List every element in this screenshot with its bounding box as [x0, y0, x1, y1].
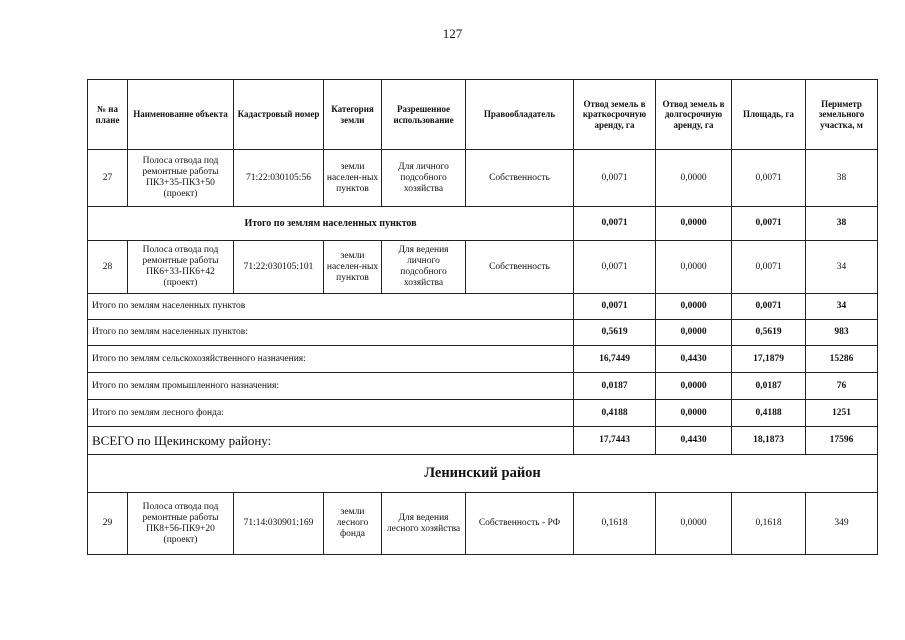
header-use: Разрешенное использование [382, 80, 466, 150]
grand-total-short-lease: 17,7443 [574, 427, 656, 455]
cell-short-lease: 0,0071 [574, 150, 656, 207]
cell-area: 0,1618 [732, 493, 806, 555]
cell-area: 0,0071 [732, 150, 806, 207]
header-long-lease: Отвод земель в долгосрочную аренду, га [656, 80, 732, 150]
total-perimeter: 983 [806, 320, 878, 346]
total-area: 0,5619 [732, 320, 806, 346]
subtotal-long-lease: 0,0000 [656, 294, 732, 320]
cell-num: 28 [88, 241, 128, 294]
total-row-industrial [88, 373, 878, 400]
grand-total-long-lease: 0,4430 [656, 427, 732, 455]
cell-perimeter: 34 [806, 241, 878, 294]
total-perimeter: 76 [806, 373, 878, 400]
total-long-lease: 0,0000 [656, 320, 732, 346]
subtotal-label: Итого по землям населенных пунктов [88, 207, 574, 241]
header-row [88, 80, 878, 150]
cell-use: Для ведения лесного хозяйства [382, 493, 466, 555]
header-cadastral: Кадастровый номер [234, 80, 324, 150]
cell-area: 0,0071 [732, 241, 806, 294]
cell-category: земли населен-ных пунктов [324, 150, 382, 207]
total-label: Итого по землям сельскохозяйственного назначения: [88, 346, 574, 373]
cell-owner: Собственность [466, 241, 574, 294]
total-long-lease: 0,0000 [656, 400, 732, 427]
total-label: Итого по землям промышленного назначения: [88, 373, 574, 400]
subtotal-short-lease: 0,0071 [574, 294, 656, 320]
cell-name: Полоса отвода под ремонтные работы ПК6+33-ПК6+42 (проект) [128, 241, 234, 294]
total-row-agricultural [88, 346, 878, 373]
header-perimeter: Периметр земельного участка, м [806, 80, 878, 150]
total-short-lease: 0,4188 [574, 400, 656, 427]
cell-use: Для ведения личного подсобного хозяйства [382, 241, 466, 294]
header-owner: Правообладатель [466, 80, 574, 150]
district-heading-row [88, 455, 878, 493]
cell-cadastral: 71:14:030901:169 [234, 493, 324, 555]
subtotal-perimeter: 34 [806, 294, 878, 320]
cell-short-lease: 0,1618 [574, 493, 656, 555]
subtotal-row-27 [88, 207, 878, 241]
total-label: Итого по землям населенных пунктов: [88, 320, 574, 346]
land-allocation-table [87, 79, 878, 555]
grand-total-label: ВСЕГО по Щекинскому району: [88, 427, 574, 455]
total-long-lease: 0,0000 [656, 373, 732, 400]
cell-owner: Собственность - РФ [466, 493, 574, 555]
cell-short-lease: 0,0071 [574, 241, 656, 294]
subtotal-area: 0,0071 [732, 207, 806, 241]
cell-num: 29 [88, 493, 128, 555]
cell-perimeter: 38 [806, 150, 878, 207]
table-row-29 [88, 493, 878, 555]
total-perimeter: 15286 [806, 346, 878, 373]
grand-total-area: 18,1873 [732, 427, 806, 455]
grand-total-perimeter: 17596 [806, 427, 878, 455]
total-row-forest [88, 400, 878, 427]
cell-cadastral: 71:22:030105:101 [234, 241, 324, 294]
cell-long-lease: 0,0000 [656, 150, 732, 207]
header-num: № на плане [88, 80, 128, 150]
cell-perimeter: 349 [806, 493, 878, 555]
cell-use: Для личного подсобного хозяйства [382, 150, 466, 207]
total-short-lease: 0,0187 [574, 373, 656, 400]
cell-category: земли лесного фонда [324, 493, 382, 555]
cell-owner: Собственность [466, 150, 574, 207]
header-short-lease: Отвод земель в краткосрочную аренду, га [574, 80, 656, 150]
cell-long-lease: 0,0000 [656, 493, 732, 555]
cell-long-lease: 0,0000 [656, 241, 732, 294]
header-area: Площадь, га [732, 80, 806, 150]
header-name: Наименование объекта [128, 80, 234, 150]
total-short-lease: 0,5619 [574, 320, 656, 346]
subtotal-short-lease: 0,0071 [574, 207, 656, 241]
total-area: 0,4188 [732, 400, 806, 427]
total-area: 17,1879 [732, 346, 806, 373]
table-row-27 [88, 150, 878, 207]
total-long-lease: 0,4430 [656, 346, 732, 373]
total-perimeter: 1251 [806, 400, 878, 427]
subtotal-perimeter: 38 [806, 207, 878, 241]
subtotal-row-28 [88, 294, 878, 320]
district-heading: Ленинский район [88, 455, 878, 493]
subtotal-label: Итого по землям населенных пунктов [88, 294, 574, 320]
cell-name: Полоса отвода под ремонтные работы ПК8+56-ПК9+20 (проект) [128, 493, 234, 555]
cell-name: Полоса отвода под ремонтные работы ПК3+35-ПК3+50 (проект) [128, 150, 234, 207]
total-row-settlements [88, 320, 878, 346]
cell-num: 27 [88, 150, 128, 207]
cell-category: земли населен-ных пунктов [324, 241, 382, 294]
header-category: Категория земли [324, 80, 382, 150]
grand-total-row [88, 427, 878, 455]
subtotal-long-lease: 0,0000 [656, 207, 732, 241]
subtotal-area: 0,0071 [732, 294, 806, 320]
total-label: Итого по землям лесного фонда: [88, 400, 574, 427]
total-short-lease: 16,7449 [574, 346, 656, 373]
page-number: 127 [442, 26, 463, 41]
total-area: 0,0187 [732, 373, 806, 400]
table-row-28 [88, 241, 878, 294]
cell-cadastral: 71:22:030105:56 [234, 150, 324, 207]
